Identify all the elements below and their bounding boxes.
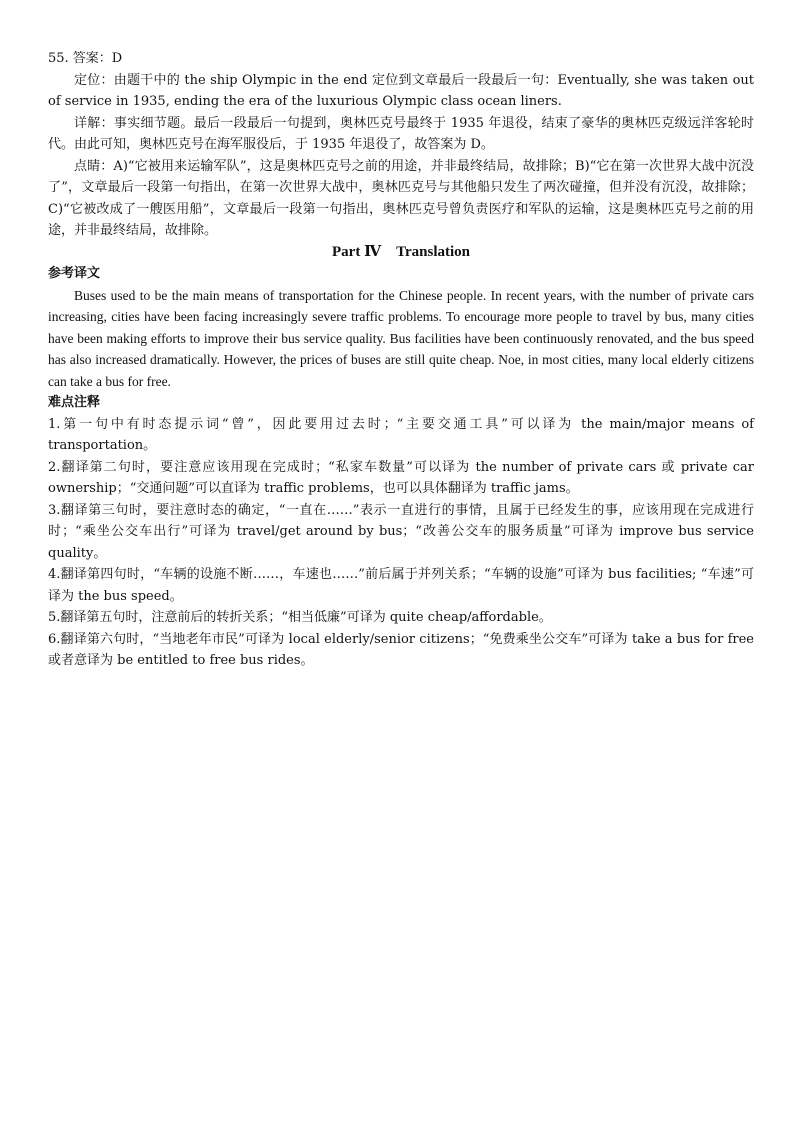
note-item: 1.第一句中有时态提示词“曾”，因此要用过去时；“主要交通工具”可以译为 the main/major means of transportation。	[48, 416, 754, 453]
note-item: 5.翻译第五句时，注意前后的转折关系；“相当低廉”可译为 quite cheap/affordable。	[48, 610, 552, 625]
note-item: 4.翻译第四句时，“车辆的设施不断……，车速也……”前后属于并列关系；“车辆的设施”可译为 bus facilities; “车速”可译为 the bus speed。	[48, 567, 754, 604]
notes-list	[48, 414, 754, 672]
answer-line: 55. 答案：D	[48, 51, 123, 66]
reference-translation	[48, 285, 754, 393]
notes-heading: 难点注释	[48, 395, 101, 410]
note-item: 2.翻译第二句时，要注意应该用现在完成时；“私家车数量”可以译为 the number of private cars 或 private car ownership；“交通问题”可以直译为 traffic problems，也可以具体翻译为 traffic jams。	[48, 459, 754, 496]
locate-paragraph: 定位：由题干中的 the ship Olympic in the end 定位到文章最后一段最后一句：Eventually, she was taken out of service in 1935, ending the era of the luxurious Olympic class ocean liners.	[48, 72, 754, 109]
note-item: 3.翻译第三句时，要注意时态的确定，“一直在……”表示一直进行的事情，且属于已经发生的事，应该用现在完成进行时；“乘坐公交车出行”可译为 travel/get around by bus；“改善公交车的服务质量”可译为 improve bus service quality。	[48, 502, 754, 561]
note-item: 6.翻译第六句时，“当地老年市民”可译为 local elderly/senior citizens；“免费乘坐公交车”可译为 take a bus for free 或者意译为 be entitled to free bus rides。	[48, 631, 754, 668]
part-title: Part Ⅳ Translation	[332, 243, 470, 260]
document-page	[48, 48, 754, 672]
detail-paragraph: 详解：事实细节题。最后一段最后一句提到，奥林匹克号最终于 1935 年退役，结束了豪华的奥林匹克级远洋客轮时代。由此可知，奥林匹克号在海军服役后，于 1935 年退役了，故答案为 D。	[48, 115, 754, 152]
hint-paragraph: 点睛：A)“它被用来运输军队”，这是奥林匹克号之前的用途，并非最终结局，故排除；B)“它在第一次世界大战中沉没了”，文章最后一段第一句指出，在第一次世界大战中，奥林匹克号与其他船只发生了两次碰撞，但并没有沉没，故排除；C)“它被改成了一艘医用船”，文章最后一段第一句指出，奥林匹克号曾负责医疗和军队的运输，这是奥林匹克号之前的用途，并非最终结局，故排除。	[48, 158, 754, 238]
reference-text: Buses used to be the main means of transportation for the Chinese people. In recent years, with the number of private cars increasing, cities have been facing increasingly severe traffic problems. To encourage more people to travel by bus, many cities have been making efforts to improve their bus service quality. Bus facilities have been continuously renovated, and the bus speed has also increased dramatically. However, the prices of buses are still quite cheap. Noe, in most cities, many local elderly citizens can take a bus for free.	[48, 287, 754, 389]
reference-heading: 参考译文	[48, 266, 101, 281]
